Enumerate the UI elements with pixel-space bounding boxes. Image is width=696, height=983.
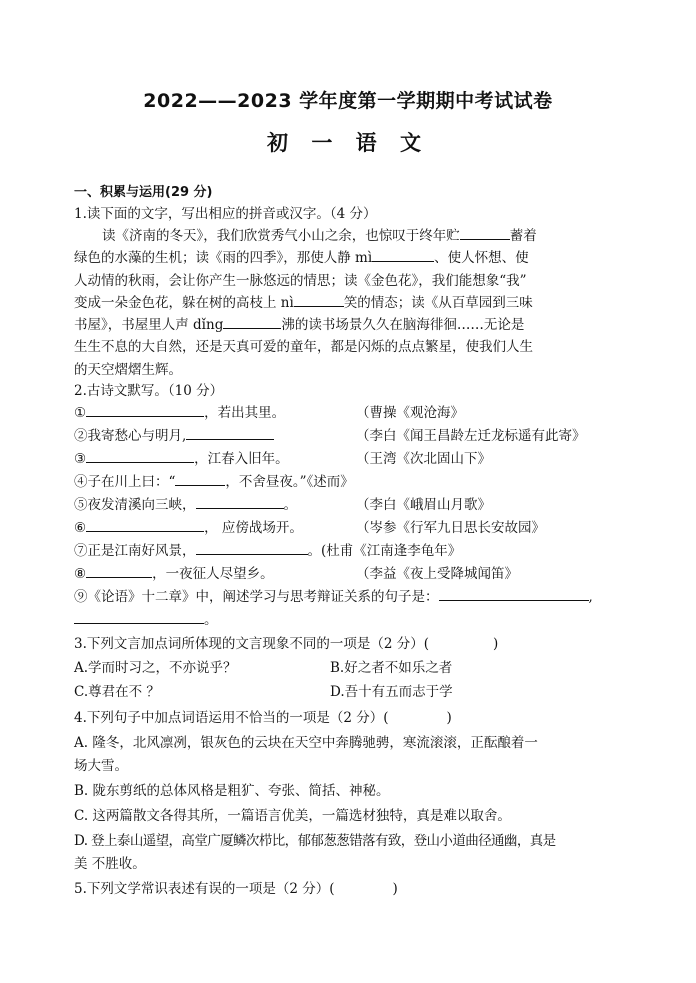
poem-source-1: （曹操《观沧海》 <box>356 405 464 421</box>
question-4-option-a-cont: 场大雪。 <box>74 758 128 774</box>
poem-item-8: ⑧ ，一夜征人尽望乡。 <box>74 563 274 586</box>
poem-item-2: ②我寄愁心与明月, <box>74 425 274 448</box>
answer-blank[interactable] <box>86 517 204 532</box>
question-1-passage <box>74 225 624 381</box>
question-4-stem: 4.下列句子中加点词语运用不恰当的一项是（2 分）( ) <box>74 710 452 726</box>
poem-source-2: （李白《闻王昌龄左迁龙标遥有此寄》 <box>356 428 586 444</box>
answer-blank[interactable] <box>175 471 225 486</box>
answer-blank[interactable] <box>86 402 204 417</box>
answer-blank[interactable] <box>439 586 589 601</box>
answer-blank[interactable] <box>86 448 194 463</box>
passage-line: 变成一朵金色花，躲在树的高枝上 nì 笑的情态；读《从百草园到三味 <box>74 292 624 314</box>
question-4-option-b[interactable]: B. 陇东剪纸的总体风格是粗犷、夸张、简括、神秘。 <box>74 783 390 799</box>
question-3-option-a[interactable]: A.学而时习之，不亦说乎？ <box>74 660 237 676</box>
poem-item-5: ⑤夜发清溪向三峡， 。 <box>74 494 297 517</box>
poem-source-3: （王湾《次北固山下》 <box>356 451 491 467</box>
poem-item-9: ⑨《论语》十二章》中，阐述学习与思考辩证关系的句子是： , <box>74 586 593 609</box>
answer-blank[interactable] <box>196 540 308 555</box>
question-4-option-d-cont: 美 不胜收。 <box>74 856 146 872</box>
question-3-option-c[interactable]: C.尊君在不 ？ <box>74 684 160 700</box>
question-4-option-a[interactable]: A. 隆冬，北风凛冽，银灰色的云块在天空中奔腾驰骋，寒流滚滚，正酝酿着一 <box>74 735 538 751</box>
question-4-option-c[interactable]: C. 这两篇散文各得其所，一篇语言优美，一篇选材独特，真是难以取舍。 <box>74 808 511 824</box>
poem-source-8: （李益《夜上受降城闻笛》 <box>356 566 518 582</box>
answer-blank[interactable] <box>460 225 510 240</box>
poem-source-6: （岑参《行军九日思长安故园》 <box>356 520 545 536</box>
poem-item-3: ③ ，江春入旧年。 <box>74 448 289 471</box>
passage-line: 读《济南的冬天》，我们欣赏秀气小山之余，也惊叹于终年贮 蓄着 <box>74 225 624 247</box>
question-3-option-d[interactable]: D.吾十有五而志于学 <box>330 684 453 700</box>
poem-item-6: ⑥ ， 应傍战场开。 <box>74 517 303 540</box>
poem-source-7: (杜甫《江南逢李龟年》 <box>321 543 462 559</box>
answer-blank[interactable] <box>186 425 274 440</box>
passage-line: 书屋》，书屋里人声 dǐng 沸的读书场景久久在脑海徘徊……无论是 <box>74 314 624 336</box>
question-4-option-d[interactable]: D. 登上泰山遥望，高堂广厦鳞次栉比，郁郁葱葱错落有致，登山小道曲径通幽，真是 <box>74 833 556 849</box>
question-2-stem: 2.古诗文默写。（10 分） <box>74 383 224 399</box>
passage-line: 生生不息的大自然，还是天真可爱的童年，都是闪烁的点点繁星，使我们人生 <box>74 339 533 356</box>
section-heading: 一、积累与运用(29 分) <box>74 185 213 200</box>
answer-blank[interactable] <box>86 563 152 578</box>
question-3-stem: 3.下列文言加点词所体现的文言现象不同的一项是（2 分）( ) <box>74 636 499 652</box>
poem-item-4: ④子在川上曰：“ ，不舍昼夜。”《述而》 <box>74 471 354 494</box>
passage-line: 人动情的秋雨，会让你产生一脉悠远的情思；读《金色花》，我们能想象“我” <box>74 272 527 289</box>
answer-blank[interactable] <box>294 292 344 307</box>
answer-blank[interactable] <box>196 494 284 509</box>
question-3-option-b[interactable]: B.好之者不如乐之者 <box>330 660 453 676</box>
answer-blank[interactable] <box>372 247 434 262</box>
poem-source-5: （李白《峨眉山月歌》 <box>356 497 491 513</box>
poem-item-7: ⑦正是江南好风景， 。(杜甫《江南逢李龟年》 <box>74 540 461 563</box>
poem-item-9-cont: 。 <box>74 609 218 632</box>
exam-title: 2022——2023 学年度第一学期期中考试试卷 <box>143 90 553 112</box>
question-5-stem: 5.下列文学常识表述有误的一项是（2 分）( ) <box>74 881 398 897</box>
poem-item-1: ① ，若出其里。 <box>74 402 285 425</box>
passage-line: 绿色的水藻的生机；读《雨的四季》，那使人静 mì 、使人怀想、使 <box>74 247 624 269</box>
answer-blank[interactable] <box>74 609 204 624</box>
poem-source-4: 《述而》 <box>306 474 354 490</box>
subject-title: 初 一 语 文 <box>267 131 429 155</box>
question-1-stem: 1.读下面的文字，写出相应的拼音或汉字。（4 分） <box>74 206 377 222</box>
passage-line: 的天空熠熠生辉。 <box>74 361 182 378</box>
answer-blank[interactable] <box>223 314 281 329</box>
